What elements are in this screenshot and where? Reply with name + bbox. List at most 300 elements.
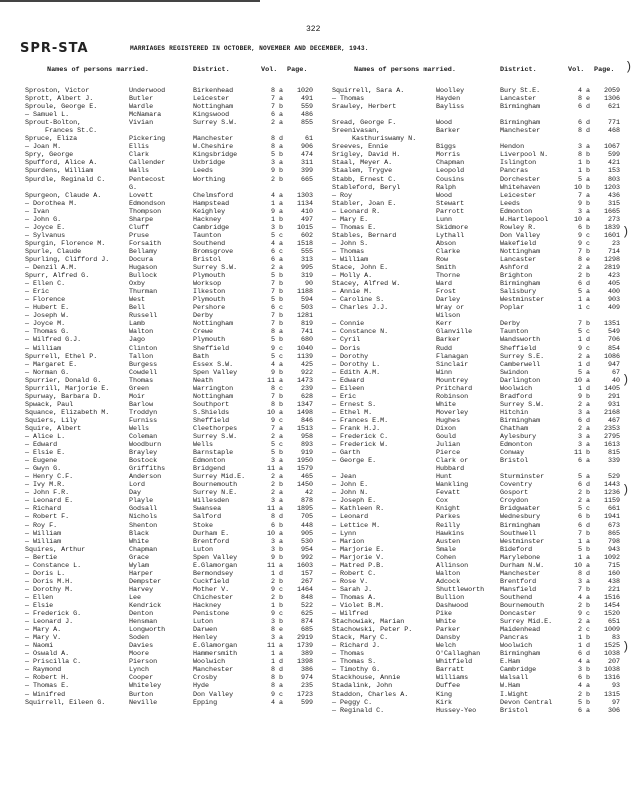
table-row bbox=[25, 216, 325, 224]
surname-forename: — Denzil A.M. bbox=[25, 264, 78, 273]
district: Bournemouth bbox=[500, 602, 545, 610]
page-number: 322 bbox=[306, 25, 321, 34]
table-row bbox=[25, 320, 325, 328]
page-ref: 221 bbox=[607, 585, 620, 594]
header-names: Names of persons married. bbox=[47, 66, 149, 74]
page-ref: 865 bbox=[607, 529, 620, 538]
district: Bath bbox=[193, 352, 210, 361]
surname-forename: — Mary V. bbox=[25, 634, 62, 643]
table-row bbox=[25, 304, 325, 312]
surname-forename: Sreenivasan, bbox=[332, 127, 381, 136]
surname-forename: Spurling, Clifford J. bbox=[25, 255, 110, 264]
surname-forename: — William bbox=[332, 255, 369, 264]
surname-forename: Stabler, Joan E. bbox=[332, 199, 397, 208]
surname-forename: — Sarah J. bbox=[332, 585, 373, 594]
volume: 2 b bbox=[270, 481, 283, 490]
volume: 7 b bbox=[270, 103, 283, 112]
district: Don Valley bbox=[193, 690, 234, 699]
district: Westminster bbox=[500, 296, 545, 305]
table-row bbox=[25, 409, 325, 417]
district: Westminster bbox=[500, 537, 545, 546]
surname-forename: — Matred P.B. bbox=[332, 561, 385, 570]
page-ref: 1603 bbox=[296, 561, 313, 570]
volume: 1 b bbox=[270, 602, 283, 610]
volume: 1 d bbox=[270, 658, 283, 667]
table-row bbox=[332, 602, 632, 610]
district: Dorchester bbox=[500, 175, 541, 184]
spouse-surname: Chapman bbox=[436, 159, 465, 168]
volume: 7 b bbox=[577, 247, 590, 256]
page-ref: 602 bbox=[300, 231, 313, 240]
volume: 8 d bbox=[270, 135, 283, 144]
table-row bbox=[25, 111, 325, 119]
page-ref: 815 bbox=[607, 449, 620, 458]
page-ref: 1086 bbox=[603, 352, 620, 361]
surname-forename: — Priscilla C. bbox=[25, 658, 82, 667]
table-row bbox=[25, 465, 325, 473]
surname-forename: — Roy F. bbox=[25, 521, 58, 530]
surname-forename: — Ivy M.R. bbox=[25, 481, 66, 490]
surname-forename: — Edith A.M. bbox=[332, 368, 381, 377]
volume: 7 b bbox=[270, 288, 283, 297]
volume: 7 b bbox=[577, 320, 590, 329]
page-ref: 621 bbox=[607, 103, 620, 112]
table-row bbox=[25, 538, 325, 546]
page-ref: 1518 bbox=[296, 239, 313, 248]
spouse-surname: Kirk bbox=[436, 698, 453, 707]
surname-forename: — Charles J.J. bbox=[332, 304, 389, 313]
page-ref: 559 bbox=[300, 103, 313, 112]
surname-forename: — Timothy G. bbox=[332, 666, 381, 675]
spouse-surname: Hussey-Yeo bbox=[436, 706, 477, 715]
spouse-surname: Winn bbox=[436, 368, 453, 377]
binding-mark: ) bbox=[622, 483, 630, 497]
page-ref: 1454 bbox=[603, 602, 620, 610]
spouse-surname: Woodburn bbox=[129, 441, 162, 450]
district: Poplar bbox=[500, 304, 525, 313]
district: Spen Valley bbox=[193, 368, 238, 377]
page-ref: 854 bbox=[607, 344, 620, 353]
spouse-surname: Dixon bbox=[436, 424, 457, 433]
surname-forename: Spurgin, Florence M. bbox=[25, 239, 106, 248]
header-vol: Vol. bbox=[261, 66, 278, 74]
volume: 5 c bbox=[270, 441, 283, 450]
page-ref: 1040 bbox=[296, 344, 313, 353]
district: Sturminster bbox=[500, 473, 545, 482]
volume: 3 a bbox=[577, 207, 590, 216]
surname-forename: — John S. bbox=[332, 239, 369, 248]
page-ref: 486 bbox=[300, 111, 313, 120]
table-row bbox=[25, 159, 325, 167]
volume: 8 a bbox=[270, 143, 283, 152]
volume: 5 c bbox=[577, 328, 590, 337]
district: Islington bbox=[500, 159, 537, 168]
page-ref: 1347 bbox=[296, 400, 313, 409]
table-row bbox=[332, 666, 632, 674]
spouse-surname: Pruse bbox=[129, 231, 150, 240]
spouse-surname: Allinson bbox=[436, 561, 469, 570]
district: Stoke bbox=[193, 521, 214, 530]
page-ref: 1498 bbox=[296, 408, 313, 417]
spouse-surname: Barker bbox=[436, 127, 461, 136]
table-row bbox=[25, 570, 325, 578]
spouse-surname: Ralph bbox=[436, 183, 457, 192]
table-row bbox=[25, 280, 325, 288]
spouse-surname: Day bbox=[129, 489, 142, 498]
volume: 2 a bbox=[577, 264, 590, 273]
page-ref: 922 bbox=[300, 368, 313, 377]
page-ref: 1298 bbox=[603, 255, 620, 264]
page-ref: 905 bbox=[300, 529, 313, 538]
table-row bbox=[332, 650, 632, 658]
district: Bromsgrove bbox=[193, 247, 234, 256]
district: Edmonton bbox=[500, 207, 533, 216]
surname-forename: Stacey, Alfred W. bbox=[332, 280, 401, 289]
table-row bbox=[332, 143, 632, 151]
volume: 6 b bbox=[577, 674, 590, 683]
spouse-surname: Frost bbox=[436, 288, 457, 297]
surname-forename: Sprout-Bolton, bbox=[25, 119, 82, 128]
table-row bbox=[332, 409, 632, 417]
page-ref: 1020 bbox=[296, 87, 313, 95]
table-row bbox=[332, 401, 632, 409]
table-row bbox=[25, 192, 325, 200]
table-row bbox=[332, 530, 632, 538]
district: Maidenhead bbox=[500, 626, 541, 635]
page-ref: 1895 bbox=[296, 505, 313, 514]
page-ref: 661 bbox=[607, 505, 620, 514]
page-ref: 386 bbox=[300, 666, 313, 675]
table-row bbox=[332, 562, 632, 570]
volume: 2 a bbox=[577, 497, 590, 506]
page-ref: 1092 bbox=[603, 553, 620, 562]
table-row bbox=[332, 457, 632, 465]
page-ref: 992 bbox=[300, 553, 313, 562]
table-row bbox=[332, 618, 632, 626]
surname-forename: — Cyril bbox=[332, 336, 361, 345]
district: Hitchin bbox=[500, 408, 529, 417]
volume: 1 b bbox=[577, 634, 590, 643]
district: Surrey S.W. bbox=[193, 433, 238, 442]
spouse-surname: Bostock bbox=[129, 457, 158, 466]
district: Aylesbury bbox=[500, 433, 537, 442]
table-row bbox=[332, 465, 632, 473]
spouse-surname: Cooper bbox=[129, 674, 154, 683]
table-row bbox=[25, 642, 325, 650]
surname-forename: — Caroline S. bbox=[332, 296, 385, 305]
surname-forename: — Joan M. bbox=[25, 143, 62, 152]
district: Cambridge bbox=[500, 666, 537, 675]
district: E.Ham bbox=[500, 658, 521, 667]
surname-forename: — Oswald A. bbox=[25, 650, 70, 659]
spouse-surname: Welch bbox=[436, 642, 457, 651]
page-ref: 2795 bbox=[603, 433, 620, 442]
table-row bbox=[25, 336, 325, 344]
volume: 6 a bbox=[577, 457, 590, 466]
header-district: District. bbox=[193, 66, 230, 74]
district: Pershore bbox=[193, 304, 226, 313]
volume: 7 b bbox=[577, 529, 590, 538]
spouse-surname: Thomas bbox=[129, 376, 154, 385]
table-row bbox=[25, 417, 325, 425]
table-row bbox=[332, 95, 632, 103]
surname-forename: — Naomi bbox=[25, 642, 54, 651]
surname-forename: — Richard bbox=[25, 505, 62, 514]
surname-forename: Squires, Arthur bbox=[25, 545, 86, 554]
column-header bbox=[332, 66, 632, 78]
volume: 8 d bbox=[270, 666, 283, 675]
volume: 7 b bbox=[270, 320, 283, 329]
surname-forename: — Samuel L. bbox=[25, 111, 70, 120]
surname-forename: Spurgeon, Claude A. bbox=[25, 191, 102, 200]
page-ref: 423 bbox=[607, 272, 620, 281]
page-ref: 665 bbox=[300, 175, 313, 184]
volume: 3 a bbox=[270, 457, 283, 466]
district: Bristol bbox=[500, 457, 529, 466]
surname-forename: — Elsie E. bbox=[25, 449, 66, 458]
volume: 1 d bbox=[577, 360, 590, 369]
page-ref: 2059 bbox=[603, 87, 620, 95]
surname-forename: — Thomas E. bbox=[332, 223, 377, 232]
spouse-surname: Lovett bbox=[129, 191, 154, 200]
surname-forename: Stabb, Ernest C. bbox=[332, 175, 397, 184]
page-ref: 1723 bbox=[296, 690, 313, 699]
page-ref: 2919 bbox=[296, 634, 313, 643]
volume: 5 b bbox=[270, 449, 283, 458]
table-row bbox=[332, 103, 632, 111]
table-row bbox=[332, 353, 632, 361]
volume: 4 a bbox=[270, 191, 283, 200]
page-ref: 410 bbox=[300, 207, 313, 216]
page-ref: 1443 bbox=[603, 481, 620, 490]
page-ref: 291 bbox=[607, 392, 620, 401]
page-ref: 819 bbox=[300, 320, 313, 329]
spouse-surname: Edmondson bbox=[129, 199, 166, 208]
volume: 4 a bbox=[577, 593, 590, 602]
district: Surrey N.E. bbox=[193, 489, 238, 498]
volume: 2 a bbox=[577, 424, 590, 433]
volume: 2 c bbox=[577, 626, 590, 635]
district: Mother V. bbox=[193, 585, 230, 594]
document-title: MARRIAGES REGISTERED IN OCTOBER, NOVEMBER AND DECEMBER, 1943. bbox=[130, 45, 369, 52]
spouse-surname: Glanville bbox=[436, 328, 473, 337]
surname-forename: — Reginald C. bbox=[332, 706, 385, 715]
page-ref: 974 bbox=[300, 674, 313, 683]
table-row bbox=[332, 135, 632, 143]
column-header bbox=[25, 66, 325, 78]
volume: 2 b bbox=[577, 272, 590, 281]
surname-forename: — William bbox=[25, 529, 62, 538]
spouse-surname: Walton bbox=[436, 569, 461, 578]
spouse-surname: Cox bbox=[436, 497, 449, 506]
table-row bbox=[332, 248, 632, 256]
surname-forename: Stackhouse, Annie bbox=[332, 674, 401, 683]
spouse-surname: Cohen bbox=[436, 553, 457, 562]
page-ref: 874 bbox=[300, 618, 313, 627]
surname-forename: Squirrell, Sara A. bbox=[332, 87, 405, 95]
spouse-surname: Parkes bbox=[436, 513, 461, 522]
district: Mansfield bbox=[500, 585, 537, 594]
table-row bbox=[332, 296, 632, 304]
district: Whitehaven bbox=[500, 183, 541, 192]
volume: 2 a bbox=[577, 400, 590, 409]
volume: 7 b bbox=[270, 280, 283, 289]
page-ref: 1015 bbox=[296, 223, 313, 232]
table-row bbox=[332, 216, 632, 224]
table-row bbox=[332, 345, 632, 353]
district: Birmingham bbox=[500, 280, 541, 289]
district: Nottingham bbox=[193, 320, 234, 329]
spouse-surname: Harper bbox=[129, 569, 154, 578]
binding-mark: ) bbox=[625, 60, 633, 74]
surname-forename: — Dorothy M. bbox=[25, 585, 74, 594]
district: Crewe bbox=[193, 328, 214, 337]
table-row bbox=[332, 578, 632, 586]
spouse-surname: Lamb bbox=[129, 320, 146, 329]
spouse-surname: Reilly bbox=[436, 521, 461, 530]
page-ref: 1601 bbox=[603, 231, 620, 240]
volume: 3 a bbox=[270, 537, 283, 546]
page-ref: 958 bbox=[300, 433, 313, 442]
district: Swansea bbox=[193, 505, 222, 514]
surname-forename: — Thomas E. bbox=[25, 682, 70, 691]
district: Wells bbox=[193, 441, 214, 450]
district: Leeds bbox=[500, 199, 521, 208]
surname-forename: — Thomas bbox=[332, 247, 365, 256]
volume: 5 c bbox=[577, 505, 590, 514]
surname-forename: — Gwyn G. bbox=[25, 465, 62, 474]
table-row bbox=[25, 586, 325, 594]
page-ref: 714 bbox=[607, 247, 620, 256]
spouse-surname: White bbox=[436, 618, 457, 627]
table-row bbox=[25, 489, 325, 497]
page-ref: 267 bbox=[300, 577, 313, 586]
table-row bbox=[332, 489, 632, 497]
table-row bbox=[332, 280, 632, 288]
table-row bbox=[332, 176, 632, 184]
volume: 3 b bbox=[270, 223, 283, 232]
table-row bbox=[25, 256, 325, 264]
spouse-surname: Stewart bbox=[436, 199, 465, 208]
page-ref: 93 bbox=[611, 682, 620, 691]
volume: 5 a bbox=[577, 473, 590, 482]
district: Southend bbox=[500, 593, 533, 602]
spouse-surname: Wood bbox=[436, 191, 453, 200]
spouse-surname: West bbox=[129, 296, 146, 305]
district: Brentford bbox=[500, 577, 537, 586]
spouse-surname: Clarke bbox=[436, 247, 461, 256]
district: Edmonton bbox=[500, 441, 533, 450]
spouse-surname: Parrott bbox=[436, 207, 465, 216]
district: Durham N.W. bbox=[500, 561, 545, 570]
page-ref: 1839 bbox=[603, 223, 620, 232]
page-ref: 549 bbox=[607, 328, 620, 337]
surname-forename: Spruce, Eliza bbox=[25, 135, 78, 144]
district: Spen Valley bbox=[193, 553, 238, 562]
surname-forename: — Doris M.H. bbox=[25, 577, 74, 586]
surname-forename: — Marjorie V. bbox=[332, 553, 385, 562]
table-row bbox=[25, 634, 325, 642]
volume: 8 b bbox=[270, 674, 283, 683]
spouse-surname: Leopold bbox=[436, 167, 465, 176]
volume: 5 b bbox=[577, 545, 590, 554]
volume: 3 a bbox=[270, 159, 283, 168]
table-row bbox=[25, 457, 325, 465]
page-ref: 771 bbox=[607, 119, 620, 128]
spouse-surname: Wylam bbox=[129, 561, 150, 570]
district: Cuckfield bbox=[193, 577, 230, 586]
surname-forename: Spurrier, Donald G. bbox=[25, 376, 102, 385]
district: Devon Central bbox=[500, 698, 553, 707]
volume: 9 a bbox=[270, 207, 283, 216]
page-ref: 555 bbox=[300, 247, 313, 256]
spouse-surname: Jago bbox=[129, 336, 146, 345]
page-ref: 90 bbox=[304, 280, 313, 289]
table-row bbox=[332, 328, 632, 336]
spouse-surname: Walton bbox=[129, 328, 154, 337]
spouse-surname: Lord bbox=[129, 481, 146, 490]
volume: 3 a bbox=[270, 497, 283, 506]
surname-forename: — William bbox=[25, 537, 62, 546]
district: Conway bbox=[500, 449, 525, 458]
district: Plymouth bbox=[193, 296, 226, 305]
volume: 6 c bbox=[270, 304, 283, 313]
page-ref: 530 bbox=[300, 537, 313, 546]
surname-forename: Stachowski, Peter P. bbox=[332, 626, 413, 635]
table-row bbox=[25, 248, 325, 256]
district: Coventry bbox=[500, 481, 533, 490]
volume: 6 b bbox=[577, 223, 590, 232]
district: Taunton bbox=[193, 231, 222, 240]
surname-forename: — Richard J. bbox=[332, 642, 381, 651]
surname-forename: Spry, George bbox=[25, 151, 74, 160]
volume: 4 a bbox=[577, 87, 590, 95]
volume: 4 a bbox=[577, 682, 590, 691]
surname-forename: Stables, Bernard bbox=[332, 231, 397, 240]
district: Bristol bbox=[193, 255, 222, 264]
volume: 2 b bbox=[270, 577, 283, 586]
volume: 11 a bbox=[266, 376, 283, 385]
district: Birkenhead bbox=[193, 87, 234, 95]
volume: 5 b bbox=[270, 296, 283, 305]
district: Sheffield bbox=[193, 344, 230, 353]
spouse-surname: Austen bbox=[436, 537, 461, 546]
spouse-surname: Flanagan bbox=[436, 352, 469, 361]
district: Surrey S.E. bbox=[500, 352, 545, 361]
surname-forename: Squirrell, Eileen G. bbox=[25, 698, 106, 707]
surname-forename: — Lynn bbox=[332, 529, 357, 538]
page-ref: 1516 bbox=[603, 593, 620, 602]
table-row bbox=[332, 87, 632, 95]
page-ref: 1513 bbox=[296, 424, 313, 433]
header-page: Page. bbox=[287, 66, 308, 74]
spouse-surname: Julian bbox=[436, 441, 461, 450]
table-row bbox=[332, 642, 632, 650]
page-ref: 399 bbox=[300, 167, 313, 176]
spouse-surname: Rudd bbox=[436, 344, 453, 353]
page-ref: 1665 bbox=[603, 207, 620, 216]
district: Birmingham bbox=[500, 119, 541, 128]
surname-forename: Sproston, Victor bbox=[25, 87, 90, 95]
district: Wandsworth bbox=[500, 336, 541, 345]
volume: 8 e bbox=[270, 626, 283, 635]
page-ref: 311 bbox=[300, 159, 313, 168]
surname-forename: — Robert H. bbox=[25, 674, 70, 683]
volume: 2 b bbox=[270, 593, 283, 602]
volume: 5 c bbox=[270, 352, 283, 361]
spouse-surname: Bullock bbox=[129, 272, 158, 281]
page-ref: 1159 bbox=[603, 497, 620, 506]
